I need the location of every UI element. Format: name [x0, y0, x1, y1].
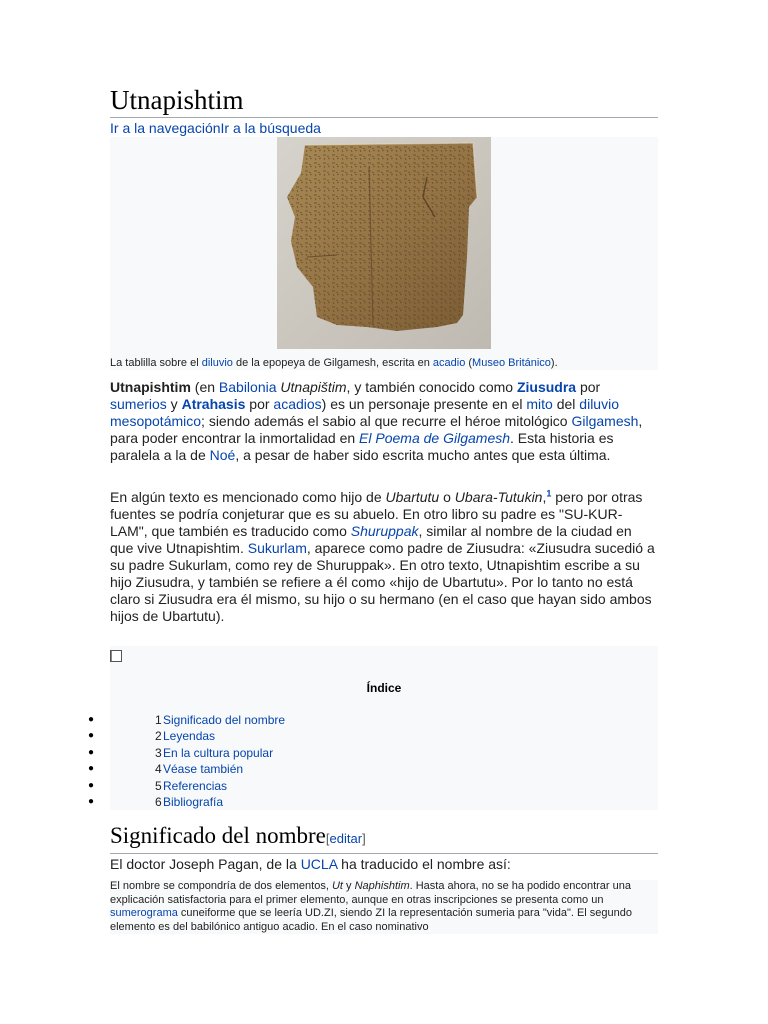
toc-link[interactable]: En la cultura popular: [163, 745, 274, 760]
text: del: [552, 396, 580, 412]
link-poema-gilgamesh[interactable]: El Poema de Gilgamesh: [359, 430, 511, 446]
toc-link[interactable]: Referencias: [163, 778, 228, 793]
edit-section-link[interactable]: editar: [329, 831, 363, 846]
caption-text: La tablilla sobre el: [110, 357, 202, 369]
bullet-icon: ●: [88, 779, 95, 791]
toc-link[interactable]: Bibliografía: [163, 794, 224, 809]
toc-toggle-checkbox[interactable]: [110, 650, 122, 662]
bullet-icon: ●: [88, 714, 95, 725]
caption-text: (: [465, 357, 473, 369]
text: , similar al nombre de la ciudad en que vive Utnapishtim.: [110, 523, 632, 556]
link-shuruppak[interactable]: Shuruppak: [350, 523, 419, 539]
text: El nombre se compondría de dos elementos,: [110, 880, 332, 892]
toc-header-box: [110, 646, 658, 708]
toc-link[interactable]: Leyendas: [163, 729, 216, 744]
link-gilgamesh[interactable]: Gilgamesh: [571, 413, 639, 429]
figure-caption: [110, 356, 658, 370]
italic-term: Naphishtim: [354, 880, 410, 892]
text: y: [166, 396, 182, 412]
jump-to-search-link[interactable]: Ir a la búsqueda: [220, 120, 321, 136]
section-paragraph: [110, 856, 658, 873]
caption-text: de la epopeya de Gilgamesh, escrita en: [232, 357, 433, 369]
text: por: [576, 379, 601, 395]
text: , para poder encontrar la inmortalidad en: [110, 413, 643, 446]
text: y: [342, 880, 355, 892]
link-ziusudra[interactable]: Ziusudra: [516, 379, 577, 395]
link-sumerograma[interactable]: sumerograma: [110, 907, 178, 919]
toc-link[interactable]: Véase también: [163, 762, 244, 777]
section-heading: [110, 822, 658, 854]
jump-links: [110, 120, 321, 136]
text: (en: [190, 379, 219, 395]
link-noe[interactable]: Noé: [209, 447, 236, 463]
link-sukurlam[interactable]: Sukurlam: [247, 540, 307, 556]
edit-bracket: [: [325, 831, 330, 846]
bullet-icon: ●: [88, 730, 95, 742]
text: ; siendo además el sabio al que recurre el héroe mitológico: [201, 413, 572, 429]
section-heading-text: Significado del nombre: [110, 823, 326, 848]
text: , a pesar de haber sido escrita mucho antes que esta última.: [235, 447, 611, 463]
quote-text: [110, 880, 658, 934]
caption-link-diluvio[interactable]: diluvio: [201, 357, 233, 369]
toc-number: 4: [155, 762, 162, 777]
text: . Hasta ahora, no se ha podido encontrar una explicación satisfactoria para el primer elemento, aunque en otras inscripciones se presenta como un: [110, 880, 631, 906]
text: , y también conocido como: [346, 379, 517, 395]
page-title: Utnapishtim: [110, 84, 658, 118]
italic-term: Ut: [331, 880, 343, 892]
toc-number: 1: [155, 713, 162, 727]
link-babilonia[interactable]: Babilonia: [218, 379, 277, 395]
text: . Esta historia es paralela a la de: [110, 430, 614, 463]
toc-number: 6: [155, 794, 162, 809]
toc-number: 3: [155, 745, 162, 760]
bullet-icon: ●: [88, 763, 95, 775]
intro-bold-term: Utnapishtim: [110, 379, 191, 395]
text: ) es un personaje presente en el: [321, 396, 527, 412]
link-sumerios[interactable]: sumerios: [110, 396, 167, 412]
edit-bracket: ]: [362, 831, 366, 846]
caption-text: ).: [550, 357, 558, 369]
text: pero por otras fuentes se podría conjeturar que es su abuelo. En otro libro su padre es "SU-KUR-LAM", que también es traducido como: [110, 489, 643, 539]
jump-to-navigation-link[interactable]: Ir a la navegación: [110, 120, 221, 136]
text: En algún texto es mencionado como hijo de: [110, 489, 386, 505]
link-acadios[interactable]: acadios: [273, 396, 322, 412]
text: o: [439, 489, 455, 505]
caption-link-museo[interactable]: Museo Británico: [472, 357, 551, 369]
text: ,: [542, 489, 547, 505]
text: , aparece como padre de Ziusudra: «Ziusudra sucedió a su padre Sukurlam, como rey de Shuruppak». En otro texto, Utnapishtim escribe a su hijo Ziusudra, y también se refiere a él como «hijo de Ubartutu». Por lo tanto no está claro si Ziusudra era él mismo, su hijo o su hermano (en el caso que hayan sido ambos hijos de Ubartutu).: [110, 540, 655, 624]
caption-link-acadio[interactable]: acadio: [432, 357, 466, 369]
toc-number: 2: [155, 729, 162, 744]
toc-title: Índice: [366, 681, 402, 695]
bullet-icon: ●: [88, 746, 95, 758]
link-ucla[interactable]: UCLA: [300, 856, 338, 872]
text: cuneiforme que se leería UD.ZI, siendo ZI la representación sumeria para "vida". El segundo elemento es del babilónico antiguo acadio. En el caso nominativo: [110, 907, 633, 933]
toc-number: 5: [155, 778, 162, 793]
italic-name: Ubara-Tutukin: [454, 489, 543, 505]
second-paragraph: [110, 489, 658, 625]
text: por: [245, 396, 274, 412]
intro-paragraph: [110, 379, 658, 464]
text: El doctor Joseph Pagan, de la: [110, 856, 301, 872]
italic-name: Ubartutu: [385, 489, 440, 505]
italic-name: Utnapištim: [280, 379, 347, 395]
toc-link[interactable]: Significado del nombre: [163, 713, 286, 727]
bullet-icon: ●: [88, 795, 95, 807]
tablet-picture: [277, 137, 491, 349]
link-mito[interactable]: mito: [526, 396, 553, 412]
text: ha traducido el nombre así:: [337, 856, 511, 872]
link-atrahasis[interactable]: Atrahasis: [181, 396, 246, 412]
footnote-ref[interactable]: 1: [546, 488, 552, 499]
link-diluvio-mesopotamico[interactable]: diluvio mesopotámico: [110, 396, 619, 429]
tablet-image[interactable]: [277, 137, 491, 349]
